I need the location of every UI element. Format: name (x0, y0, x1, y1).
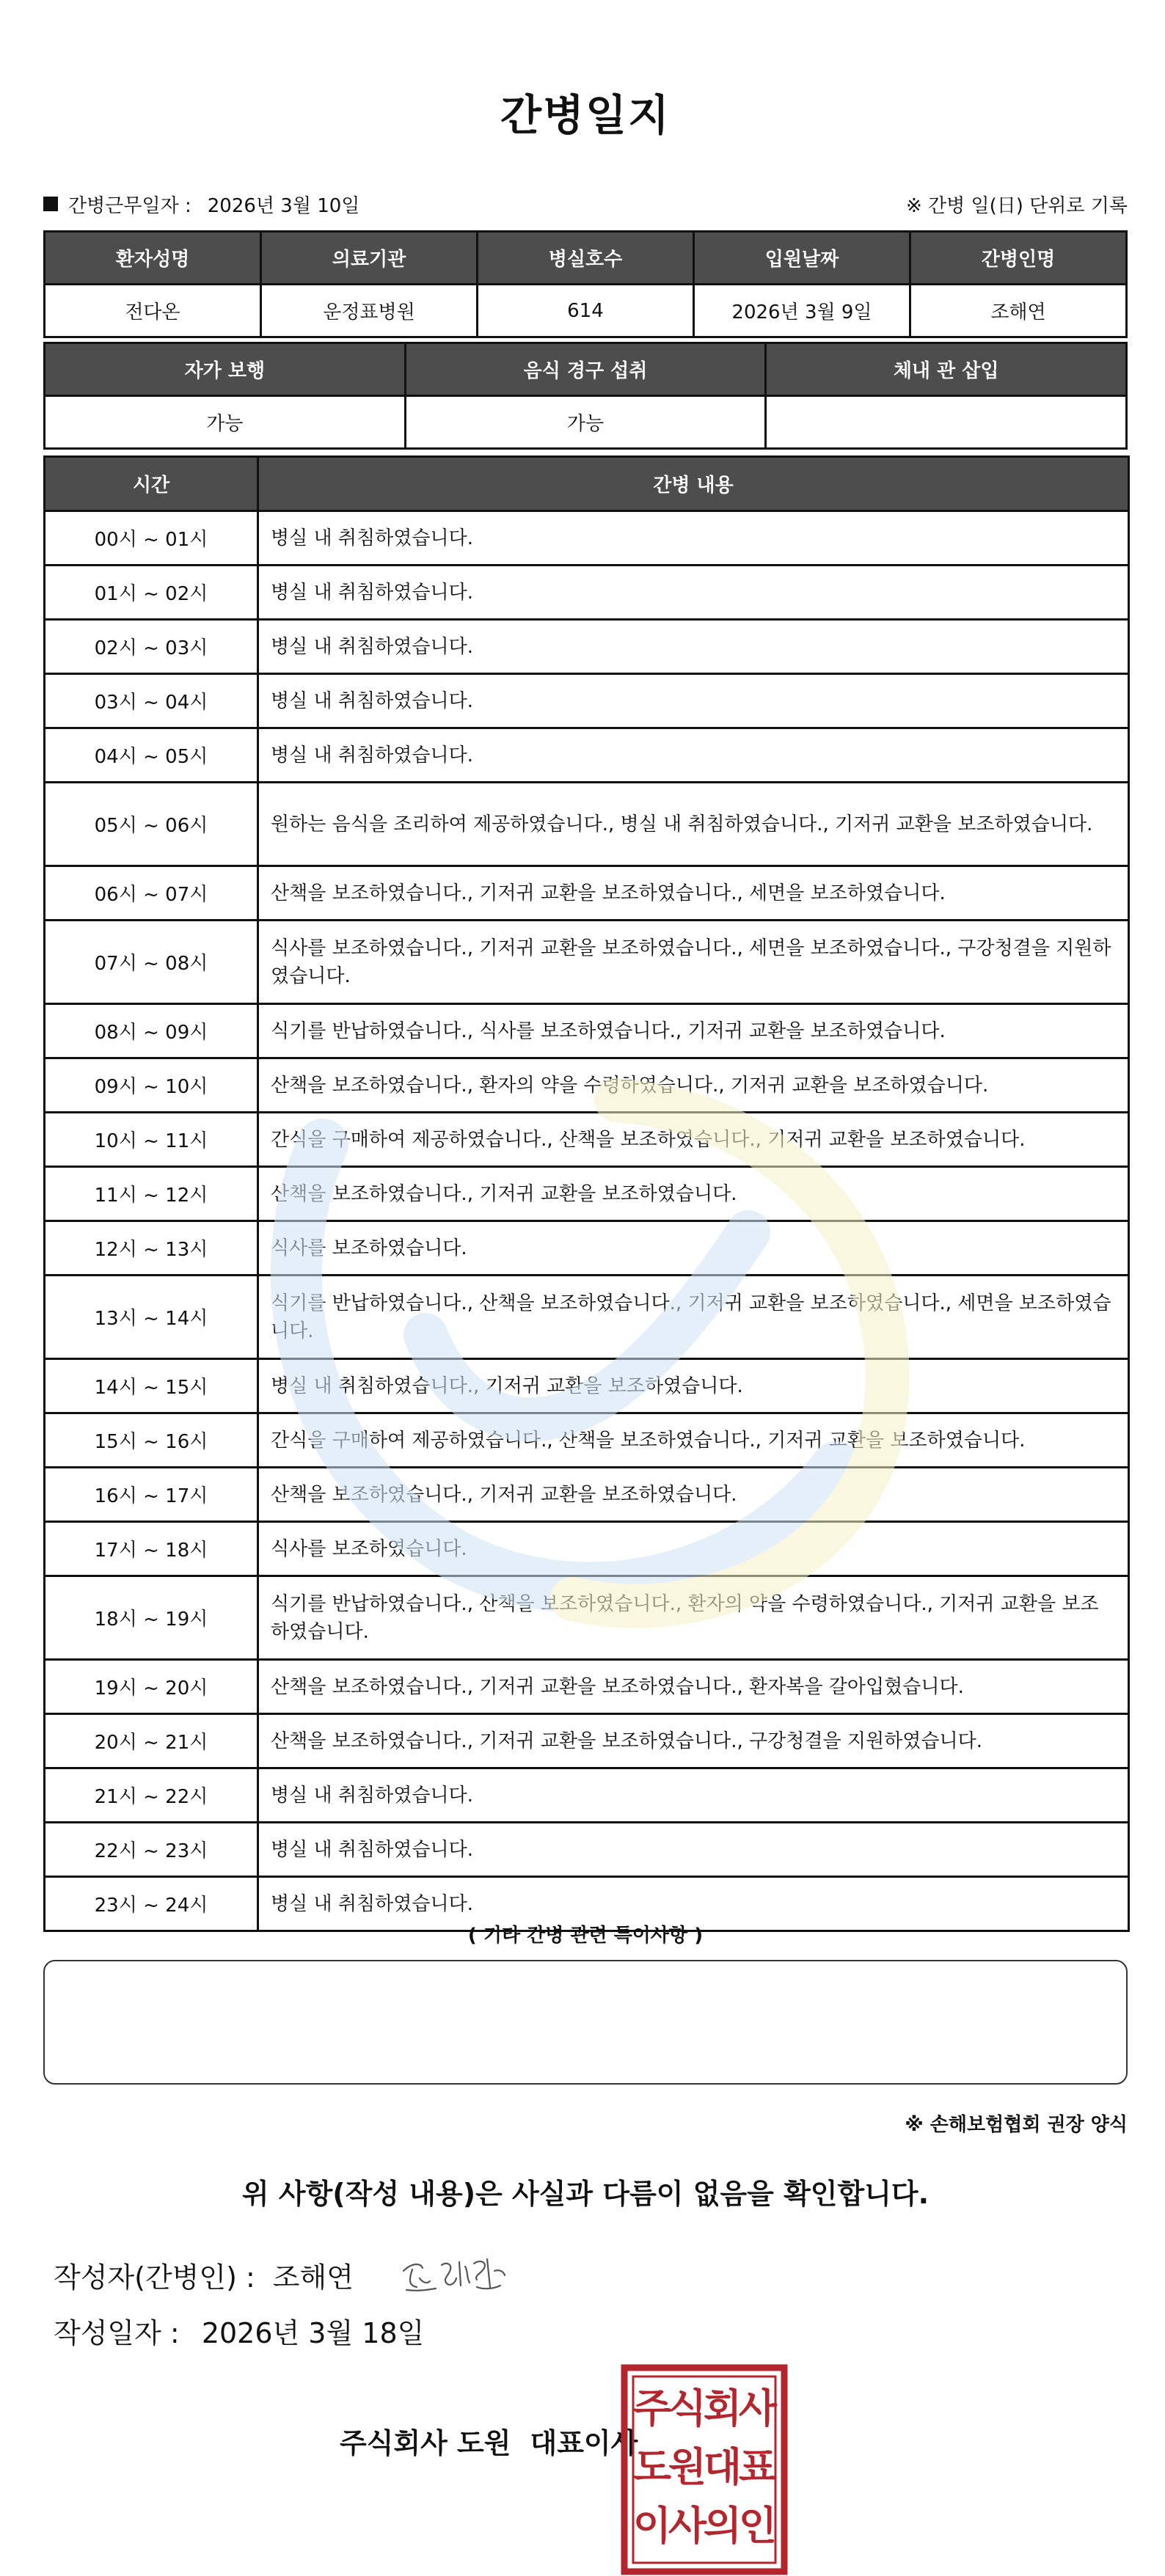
header-hospital: 의료기관 (261, 232, 478, 285)
time-slot: 22시 ~ 23시 (45, 1823, 258, 1877)
table-row (45, 1113, 1129, 1167)
care-content: 산책을 보조하였습니다., 기저귀 교환을 보조하였습니다., 세면을 보조하였습니다. (258, 866, 1129, 921)
time-slot: 01시 ~ 02시 (45, 566, 258, 620)
company-name: 주식회사 도원 (340, 2427, 511, 2459)
care-log-body (45, 511, 1129, 1931)
table-row (45, 1413, 1129, 1468)
header-caregiver: 간병인명 (910, 232, 1127, 285)
table-row (45, 1823, 1129, 1877)
time-slot: 09시 ~ 10시 (45, 1058, 258, 1113)
caregiver-name: 조해연 (910, 285, 1127, 337)
care-content: 병실 내 취침하였습니다. (258, 1823, 1129, 1877)
admission-date: 2026년 3월 9일 (694, 285, 910, 337)
room-number: 614 (478, 285, 694, 337)
table-row (45, 1221, 1129, 1276)
company-line (340, 2421, 638, 2461)
table-row (45, 866, 1129, 921)
svg-text:이: 이 (632, 2503, 672, 2549)
time-slot: 18시 ~ 19시 (45, 1576, 258, 1660)
self-walking-value: 가능 (45, 396, 406, 449)
writer-name: 조해연 (272, 2261, 354, 2294)
svg-text:사: 사 (738, 2385, 778, 2432)
svg-text:사: 사 (668, 2503, 707, 2549)
table-row (45, 620, 1129, 674)
work-date-value: 2026년 3월 10일 (207, 194, 360, 217)
care-content: 병실 내 취침하였습니다. (258, 674, 1129, 728)
company-title: 대표이사 (530, 2427, 638, 2459)
write-date-label: 작성일자 : (54, 2317, 180, 2349)
care-content: 식기를 반납하였습니다., 산책을 보조하였습니다., 환자의 약을 수령하였습니다., 기저귀 교환을 보조하였습니다. (258, 1576, 1129, 1660)
time-slot: 19시 ~ 20시 (45, 1660, 258, 1714)
table-row (45, 674, 1129, 728)
header-patient-name: 환자성명 (45, 232, 261, 285)
table-row (45, 1468, 1129, 1522)
care-content: 식사를 보조하였습니다. (258, 1221, 1129, 1276)
time-slot: 15시 ~ 16시 (45, 1413, 258, 1468)
writer-label: 작성자(간병인) : (54, 2261, 255, 2294)
care-content: 간식을 구매하여 제공하였습니다., 산책을 보조하였습니다., 기저귀 교환을 보조하였습니다. (258, 1413, 1129, 1468)
table-row (45, 1276, 1129, 1359)
tube-insertion-value (766, 396, 1127, 449)
time-slot: 02시 ~ 03시 (45, 620, 258, 674)
time-slot: 13시 ~ 14시 (45, 1276, 258, 1359)
time-slot: 00시 ~ 01시 (45, 511, 258, 566)
table-row (45, 511, 1129, 566)
care-content: 산책을 보조하였습니다., 기저귀 교환을 보조하였습니다., 환자복을 갈아입혔습니다. (258, 1660, 1129, 1714)
table-row (45, 728, 1129, 783)
table-header-row (45, 343, 1127, 396)
care-content: 병실 내 취침하였습니다., 기저귀 교환을 보조하였습니다. (258, 1359, 1129, 1413)
work-date-label: 간병근무일자 : (68, 194, 191, 217)
care-content: 식사를 보조하였습니다. (258, 1522, 1129, 1576)
table-row (45, 566, 1129, 620)
hospital-name: 운정표병원 (261, 285, 478, 337)
time-slot: 12시 ~ 13시 (45, 1221, 258, 1276)
daily-record-note: ※ 간병 일(日) 단위로 기록 (905, 194, 1128, 217)
time-slot: 16시 ~ 17시 (45, 1468, 258, 1522)
care-content: 식사를 보조하였습니다., 기저귀 교환을 보조하였습니다., 세면을 보조하였습니다., 구강청결을 지원하였습니다. (258, 921, 1129, 1004)
table-row (45, 285, 1127, 337)
care-content: 산책을 보조하였습니다., 기저귀 교환을 보조하였습니다. (258, 1167, 1129, 1221)
care-content: 원하는 음식을 조리하여 제공하였습니다., 병실 내 취침하였습니다., 기저귀 교환을 보조하였습니다. (258, 783, 1129, 866)
time-slot: 21시 ~ 22시 (45, 1768, 258, 1823)
care-content: 산책을 보조하였습니다., 기저귀 교환을 보조하였습니다., 구강청결을 지원하였습니다. (258, 1714, 1129, 1768)
header-care-content: 간병 내용 (258, 457, 1129, 511)
time-slot: 07시 ~ 08시 (45, 921, 258, 1004)
time-slot: 17시 ~ 18시 (45, 1522, 258, 1576)
care-content: 병실 내 취침하였습니다. (258, 620, 1129, 674)
work-date-group (43, 191, 359, 218)
time-slot: 08시 ~ 09시 (45, 1004, 258, 1058)
time-slot: 20시 ~ 21시 (45, 1714, 258, 1768)
header-admission-date: 입원날짜 (694, 232, 910, 285)
special-notes-title: ( 기타 간병 관련 특이사항 ) (467, 1925, 704, 1947)
svg-text:도: 도 (632, 2444, 672, 2490)
care-content: 병실 내 취침하였습니다. (258, 728, 1129, 783)
care-content: 식기를 반납하였습니다., 산책을 보조하였습니다., 기저귀 교환을 보조하였습니다., 세면을 보조하였습니다. (258, 1276, 1129, 1359)
time-slot: 04시 ~ 05시 (45, 728, 258, 783)
care-content: 병실 내 취침하였습니다. (258, 1877, 1129, 1931)
special-notes-box (43, 1960, 1128, 2085)
svg-text:주: 주 (632, 2385, 672, 2432)
time-slot: 11시 ~ 12시 (45, 1167, 258, 1221)
care-content: 병실 내 취침하였습니다. (258, 511, 1129, 566)
document-title: 간병일지 (500, 90, 671, 140)
patient-name: 전다온 (45, 285, 261, 337)
table-row (45, 1004, 1129, 1058)
care-content: 식기를 반납하였습니다., 식사를 보조하였습니다., 기저귀 교환을 보조하였습니다. (258, 1004, 1129, 1058)
handwritten-signature (398, 2249, 515, 2300)
svg-text:식: 식 (668, 2385, 707, 2432)
svg-text:회: 회 (703, 2385, 742, 2432)
svg-text:표: 표 (738, 2444, 778, 2490)
time-slot: 06시 ~ 07시 (45, 866, 258, 921)
confirmation-statement: 위 사항(작성 내용)은 사실과 다름이 없음을 확인합니다. (241, 2178, 930, 2210)
patient-info-table (43, 230, 1128, 338)
time-slot: 05시 ~ 06시 (45, 783, 258, 866)
company-seal-stamp (620, 2363, 789, 2576)
write-date-line (54, 2310, 424, 2351)
care-content: 산책을 보조하였습니다., 기저귀 교환을 보조하였습니다. (258, 1468, 1129, 1522)
oral-intake-value: 가능 (405, 396, 766, 449)
time-slot: 03시 ~ 04시 (45, 674, 258, 728)
table-header-row (45, 232, 1127, 285)
table-row (45, 1058, 1129, 1113)
recommended-form-note: ※ 손해보험협회 권장 양식 (905, 2114, 1128, 2136)
care-content: 병실 내 취침하였습니다. (258, 566, 1129, 620)
table-row (45, 783, 1129, 866)
table-row (45, 1714, 1129, 1768)
table-header-row (45, 457, 1129, 511)
time-slot: 10시 ~ 11시 (45, 1113, 258, 1167)
svg-text:원: 원 (668, 2444, 707, 2490)
square-bullet-icon (43, 197, 58, 211)
care-content: 산책을 보조하였습니다., 환자의 약을 수령하였습니다., 기저귀 교환을 보조하였습니다. (258, 1058, 1129, 1113)
header-oral-intake: 음식 경구 섭취 (405, 343, 766, 396)
header-room: 병실호수 (478, 232, 694, 285)
table-row (45, 396, 1127, 449)
time-slot: 23시 ~ 24시 (45, 1877, 258, 1931)
svg-text:대: 대 (703, 2444, 742, 2490)
care-content: 병실 내 취침하였습니다. (258, 1768, 1129, 1823)
header-self-walking: 자가 보행 (45, 343, 406, 396)
table-row (45, 921, 1129, 1004)
table-row (45, 1522, 1129, 1576)
table-row (45, 1167, 1129, 1221)
svg-text:의: 의 (703, 2503, 742, 2549)
table-row (45, 1359, 1129, 1413)
time-slot: 14시 ~ 15시 (45, 1359, 258, 1413)
header-tube-insertion: 체내 관 삽입 (766, 343, 1127, 396)
table-row (45, 1660, 1129, 1714)
patient-status-table (43, 342, 1128, 450)
header-time: 시간 (45, 457, 258, 511)
header-meta (43, 189, 1128, 219)
care-content: 간식을 구매하여 제공하였습니다., 산책을 보조하였습니다., 기저귀 교환을 보조하였습니다. (258, 1113, 1129, 1167)
svg-text:인: 인 (738, 2503, 778, 2549)
table-row (45, 1768, 1129, 1823)
write-date-value: 2026년 3월 18일 (201, 2317, 425, 2349)
writer-line (54, 2249, 515, 2300)
table-row (45, 1576, 1129, 1660)
care-log-table (43, 455, 1130, 1932)
